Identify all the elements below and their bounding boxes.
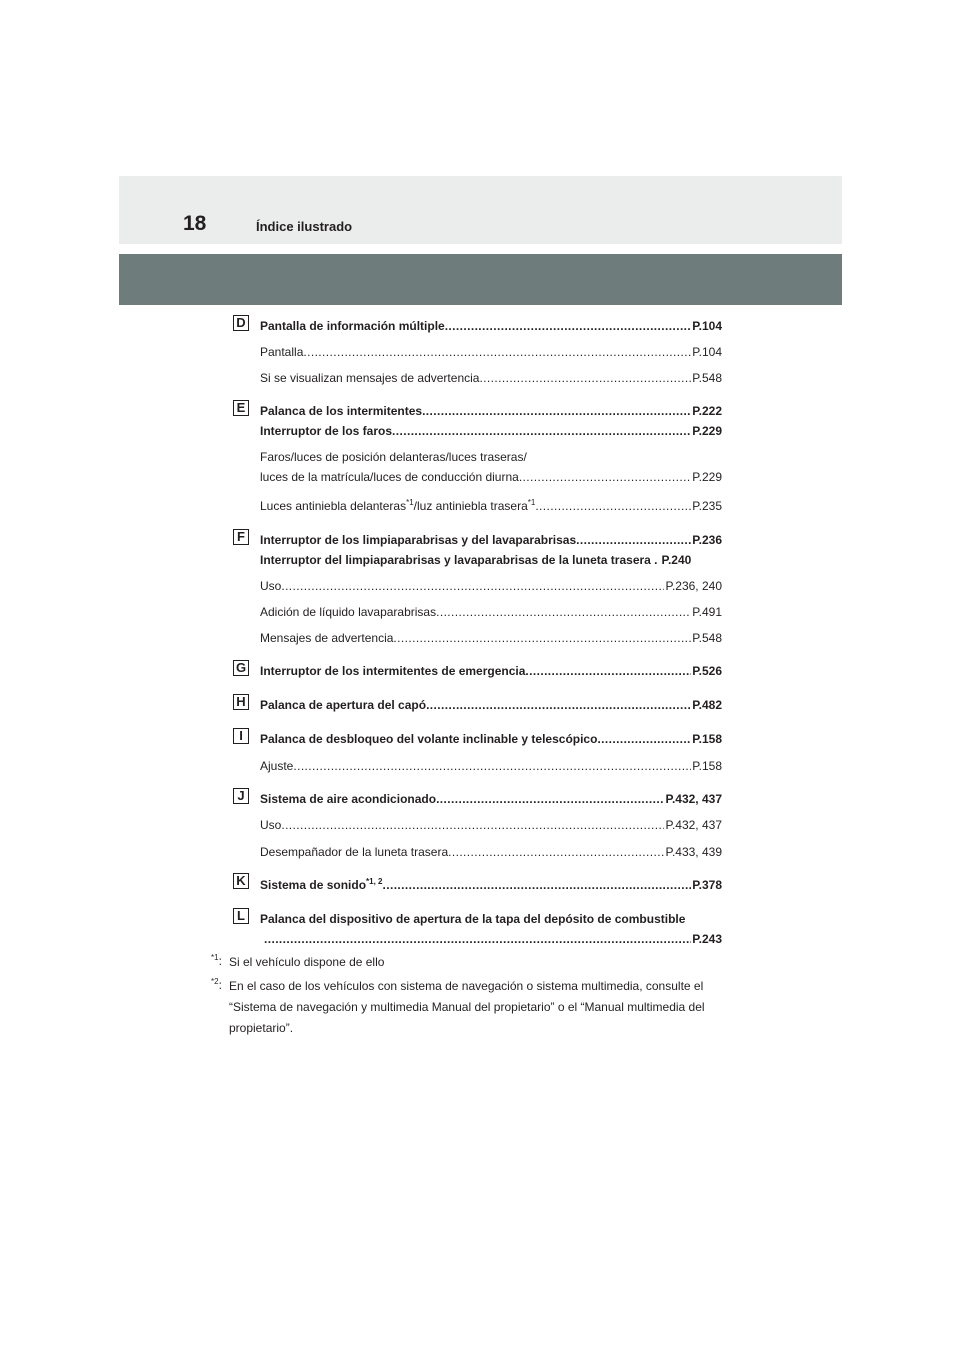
callout-letter-e: E: [233, 400, 249, 416]
footnote-1-text: Si el vehículo dispone de ello: [229, 955, 385, 969]
index-entry-fuel-door-lever-text: Palanca del dispositivo de apertura de la tapa del depósito de combustible: [260, 912, 686, 926]
callout-letter-k: K: [233, 873, 249, 889]
footnote-1-mark: $^{*1}$:: [211, 953, 222, 968]
callout-letter-j: J: [233, 788, 249, 804]
index-entry-turn-signal-lever[interactable]: Palanca de los intermitentes ..... P.222: [260, 404, 722, 420]
index-entry-air-conditioning[interactable]: Sistema de aire acondicionado ..... P.432, 437: [260, 792, 722, 808]
index-subentry-lights-line1: Faros/luces de posición delanteras/luces traseras/: [260, 450, 527, 464]
callout-letter-d: D: [233, 315, 249, 331]
index-entry-audio-system[interactable]: Sistema de sonido$^{*1, 2}$ ..... P.378: [260, 878, 722, 894]
index-subentry-rear-defogger[interactable]: Desempañador de la luneta trasera ..... P.433, 439: [260, 845, 722, 861]
index-subentry-warning-messages-2[interactable]: Mensajes de advertencia ..... P.548: [260, 631, 722, 647]
index-entry-rear-wiper-switch[interactable]: Interruptor del limpiaparabrisas y lavaparabrisas de la luneta trasera . P.240: [260, 553, 692, 567]
footnote-2-text: En el caso de los vehículos con sistema de navegación o sistema multimedia, consulte el “Sistema de navegación y multimedia Manual del propietario” o el “Manual multimedia del propietario”.: [229, 979, 705, 1035]
index-subentry-ac-use[interactable]: Uso ..... P.432, 437: [260, 818, 722, 834]
index-subentry-display[interactable]: Pantalla ..... P.104: [260, 345, 722, 361]
callout-letter-g: G: [233, 660, 249, 676]
callout-letter-f: F: [233, 529, 249, 545]
page-number: 18: [183, 212, 207, 235]
header-band: [119, 254, 842, 305]
footnote-2-mark: $^{*2}$:: [211, 977, 222, 992]
index-entry-wiper-switch[interactable]: Interruptor de los limpiaparabrisas y del lavaparabrisas ..... P.236: [260, 533, 722, 549]
callout-letter-l: L: [233, 908, 249, 924]
header-bar: [119, 176, 842, 244]
index-entry-multi-info-display[interactable]: Pantalla de información múltiple ..... P.104: [260, 319, 722, 335]
callout-letter-h: H: [233, 694, 249, 710]
index-subentry-warning-messages[interactable]: Si se visualizan mensajes de advertencia ..... P.548: [260, 371, 722, 387]
index-entry-steering-lock-lever[interactable]: Palanca de desbloqueo del volante inclinable y telescópico ..... P.158: [260, 732, 722, 748]
callout-letter-i: I: [233, 728, 249, 744]
index-subentry-fog-lights[interactable]: Luces antiniebla delanteras$^{*1}$/luz antiniebla trasera$^{*1}$ ..... P.235: [260, 499, 722, 515]
index-entry-headlight-switch[interactable]: Interruptor de los faros ..... P.229: [260, 424, 722, 440]
index-subentry-washer-fluid[interactable]: Adición de líquido lavaparabrisas ..... P.491: [260, 605, 722, 621]
section-title: Índice ilustrado: [256, 219, 353, 234]
index-entry-hood-lever[interactable]: Palanca de apertura del capó ..... P.482: [260, 698, 722, 714]
index-entry-hazard-switch[interactable]: Interruptor de los intermitentes de emergencia ..... P.526: [260, 664, 722, 680]
index-subentry-use[interactable]: Uso ..... P.236, 240: [260, 579, 722, 595]
index-subentry-adjust[interactable]: Ajuste ..... P.158: [260, 759, 722, 775]
index-subentry-lights[interactable]: luces de la matrícula/luces de conducción diurna ..... P.229: [260, 470, 722, 486]
index-entry-fuel-door-lever[interactable]: ..... P.243: [264, 932, 722, 948]
